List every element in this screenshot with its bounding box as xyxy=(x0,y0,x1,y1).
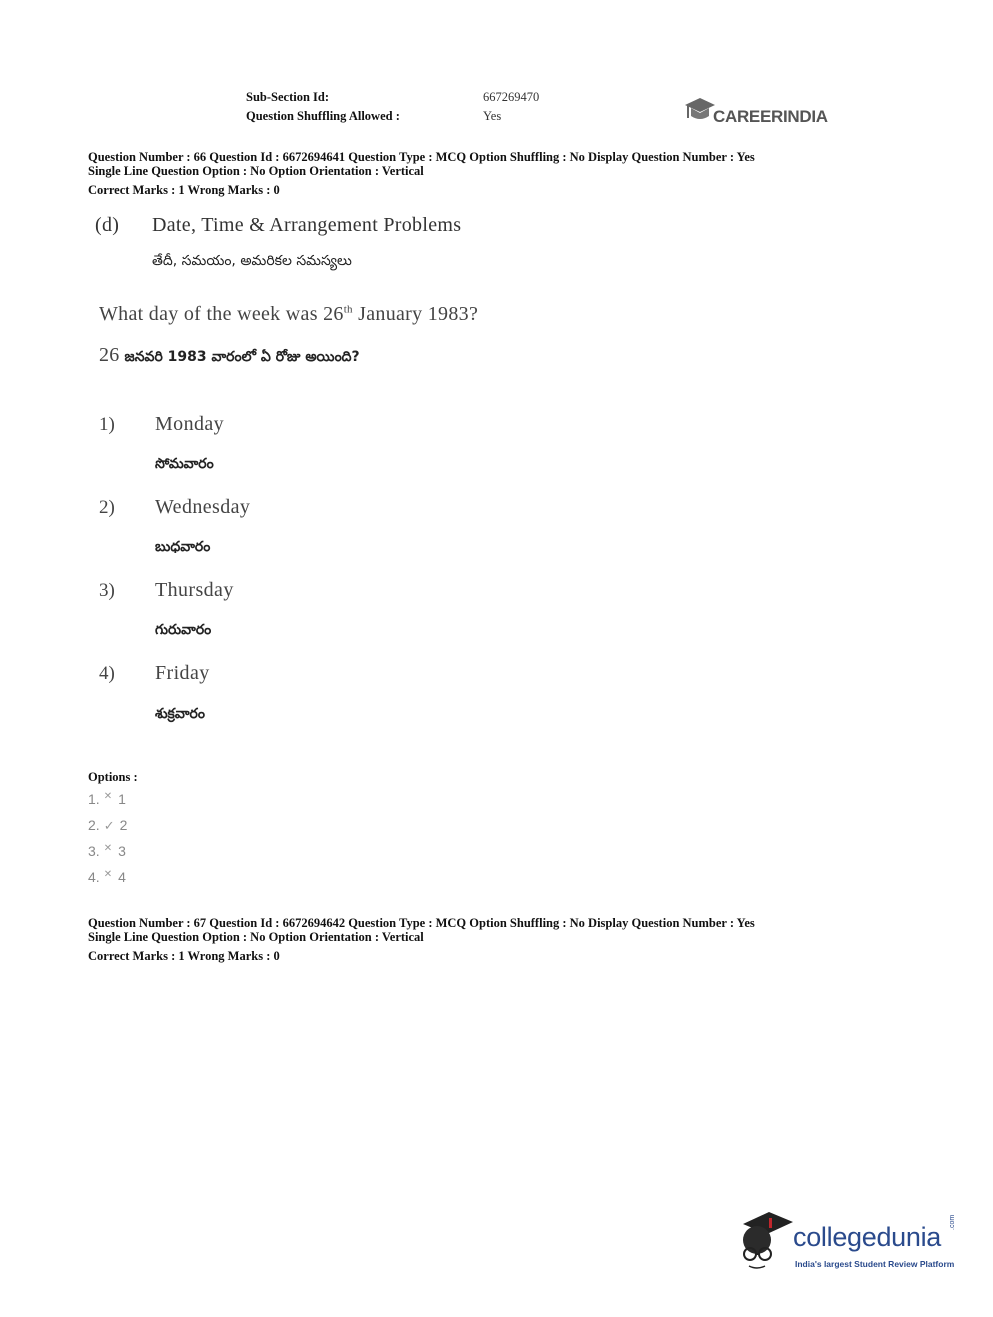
graduation-cap-icon xyxy=(684,96,716,126)
option-3-text: Thursday xyxy=(155,579,234,601)
q67-meta-line2: Single Line Question Option : No Option Orientation : Vertical xyxy=(88,930,424,944)
cross-icon: ✕ xyxy=(103,791,113,802)
subsection-value: 667269470 xyxy=(483,90,540,104)
collegedunia-com: .com xyxy=(949,1214,956,1230)
option-list-index: 1. xyxy=(88,791,100,807)
option-list-index: 4. xyxy=(88,869,100,885)
section-title-telugu: తేదీ, సమయం, అమరికల సమస్యలు xyxy=(152,253,352,269)
q67-marks: Correct Marks : 1 Wrong Marks : 0 xyxy=(88,949,280,963)
shuffling-value: Yes xyxy=(483,109,502,123)
option-list-value: 4 xyxy=(118,869,126,885)
q66-meta-line1: Question Number : 66 Question Id : 6672694641 Question Type : MCQ Option Shuffling : No Display Question Number : Yes xyxy=(88,150,755,164)
shuffling-label: Question Shuffling Allowed : xyxy=(246,109,400,123)
option-1-num: 1) xyxy=(99,414,115,435)
option-2-telugu: బుధవారం xyxy=(155,539,211,555)
q66-marks: Correct Marks : 1 Wrong Marks : 0 xyxy=(88,183,280,197)
question-telugu-num: 26 xyxy=(99,344,120,366)
option-4-text: Friday xyxy=(155,662,210,684)
option-1-text: Monday xyxy=(155,413,225,435)
careerindia-wordmark: CAREERINDIA xyxy=(713,107,828,126)
section-title: Date, Time & Arrangement Problems xyxy=(152,214,462,236)
option-list-item xyxy=(88,843,126,859)
careerindia-logo xyxy=(684,96,828,130)
option-list-item xyxy=(88,869,126,885)
option-3-telugu: గురువారం xyxy=(155,622,212,638)
section-label: (d) xyxy=(95,214,120,236)
question-text-telugu xyxy=(99,344,360,368)
option-2-num: 2) xyxy=(99,497,115,518)
cross-icon: ✕ xyxy=(103,869,113,880)
option-4-telugu: శుక్రవారం xyxy=(155,706,205,722)
q66-meta-line2: Single Line Question Option : No Option Orientation : Vertical xyxy=(88,164,424,178)
options-heading: Options : xyxy=(88,770,138,784)
collegedunia-wordmark: collegedunia xyxy=(793,1222,942,1252)
option-list-item xyxy=(88,791,126,807)
option-list-value: 2 xyxy=(119,817,128,833)
option-list-index: 3. xyxy=(88,843,100,859)
option-1-telugu: సోమవారం xyxy=(155,456,214,472)
q67-meta-line1: Question Number : 67 Question Id : 6672694642 Question Type : MCQ Option Shuffling : No Display Question Number : Yes xyxy=(88,916,755,930)
mascot-icon xyxy=(735,1210,793,1276)
option-list-value: 3 xyxy=(118,843,126,859)
question-prefix: What day of the week was 26 xyxy=(99,303,344,325)
collegedunia-logo xyxy=(735,1210,965,1280)
collegedunia-tagline: India's largest Student Review Platform xyxy=(795,1259,955,1269)
checkmark-icon: ✓ xyxy=(103,818,115,833)
option-3-num: 3) xyxy=(99,580,115,601)
question-sup: th xyxy=(343,303,353,316)
question-telugu-rest: జనవరి 1983 వారంలో ఏ రోజు అయింది? xyxy=(119,349,360,365)
option-list-index: 2. xyxy=(88,817,100,833)
subsection-label: Sub-Section Id: xyxy=(246,90,330,104)
option-2-text: Wednesday xyxy=(155,496,251,518)
question-suffix: January 1983? xyxy=(352,303,479,325)
option-list-value: 1 xyxy=(118,791,126,807)
cross-icon: ✕ xyxy=(103,843,113,854)
option-list-item xyxy=(88,817,127,834)
option-4-num: 4) xyxy=(99,663,115,684)
question-text xyxy=(99,303,478,326)
